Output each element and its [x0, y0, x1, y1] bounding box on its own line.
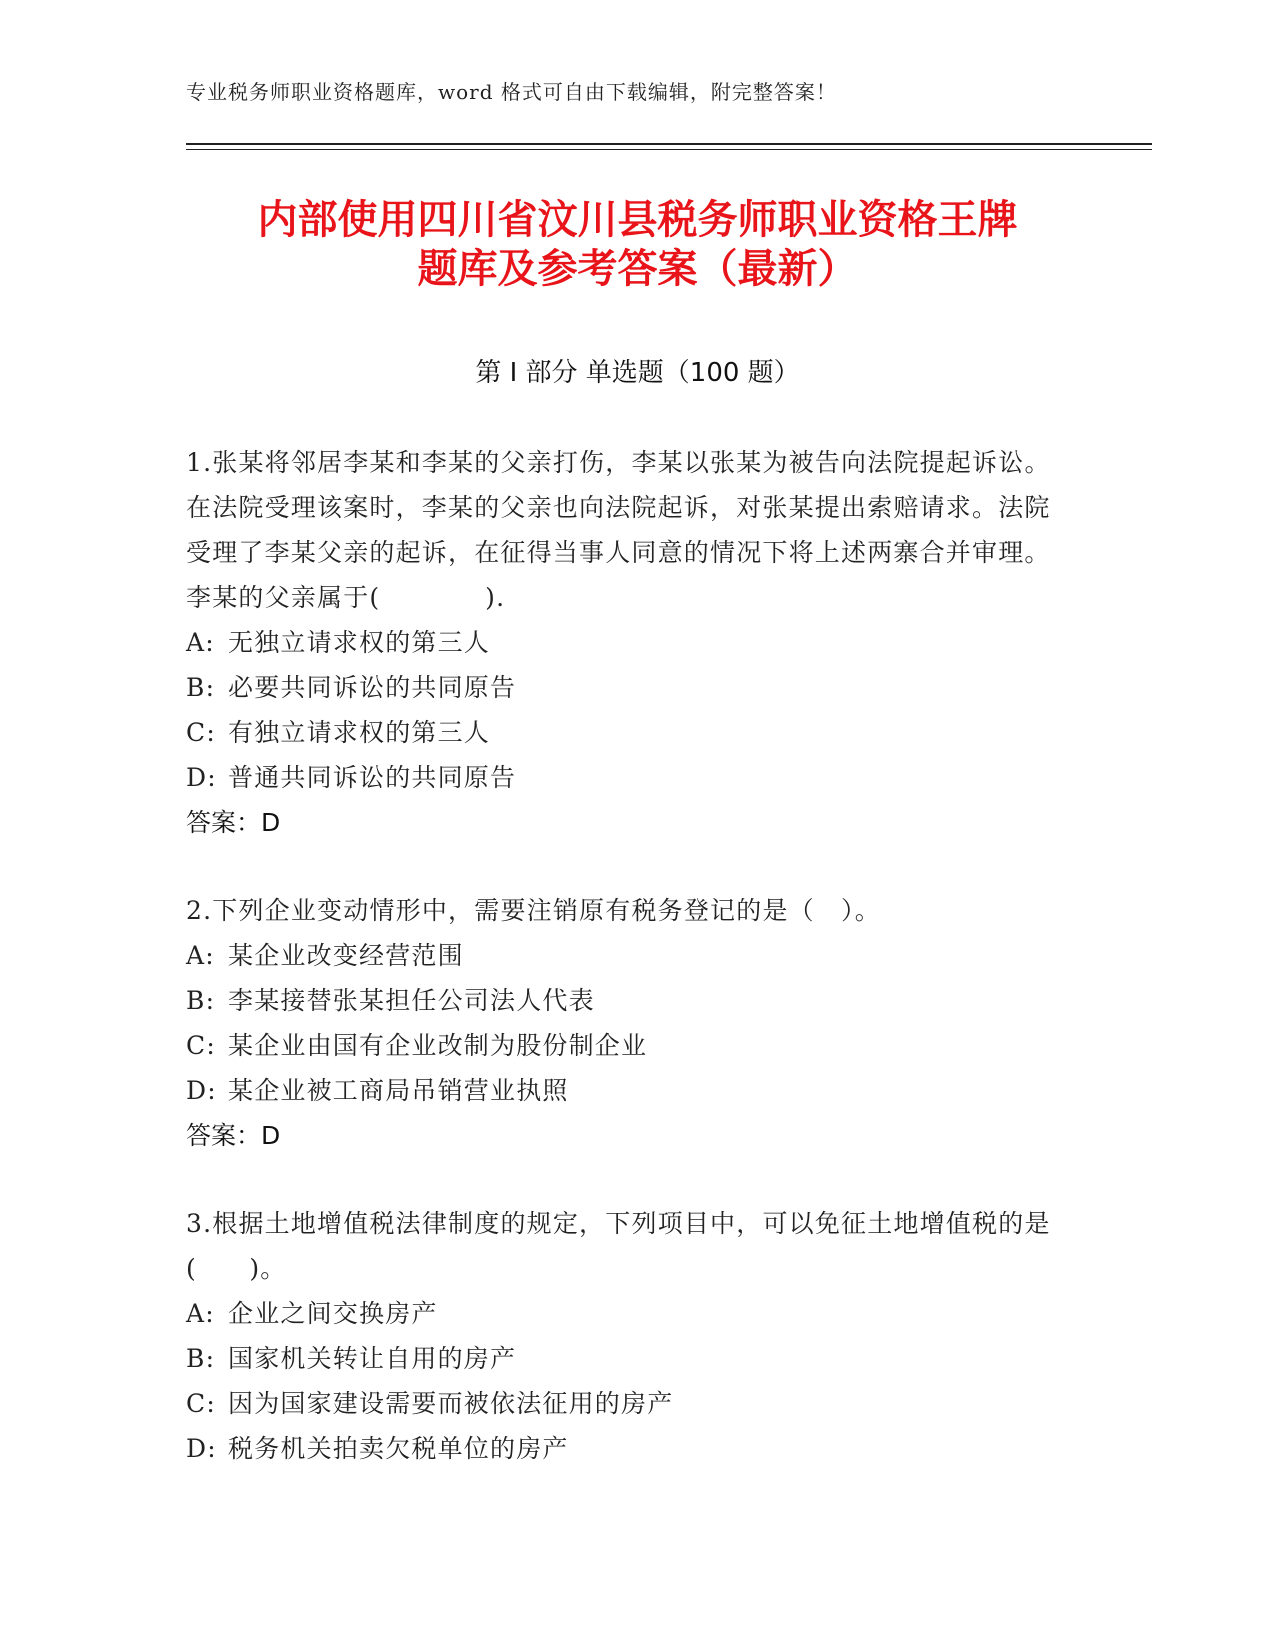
- document-title: [186, 196, 1089, 294]
- option-c: [186, 1381, 1066, 1426]
- option-key: D:: [186, 763, 217, 792]
- option-text: 无独立请求权的第三人: [228, 628, 491, 657]
- option-text: 某企业改变经营范围: [228, 941, 464, 970]
- option-key: A:: [186, 628, 215, 657]
- option-b: [186, 665, 1066, 710]
- title-line-2: 题库及参考答案（最新）: [417, 246, 858, 292]
- question-1: [186, 440, 1066, 845]
- option-key: C:: [186, 718, 216, 747]
- option-text: 李某接替张某担任公司法人代表: [228, 986, 595, 1015]
- option-text: 企业之间交换房产: [228, 1299, 438, 1328]
- answer-line: 答案：D: [186, 808, 281, 837]
- header-divider-thin: [186, 149, 1152, 150]
- option-text: 有独立请求权的第三人: [228, 718, 491, 747]
- option-key: C:: [186, 1031, 216, 1060]
- question-stem: 2.下列企业变动情形中，需要注销原有税务登记的是（ ）。: [186, 896, 881, 925]
- option-key: A:: [186, 1299, 215, 1328]
- header-note: 专业税务师职业资格题库，word 格式可自由下载编辑，附完整答案！: [186, 80, 837, 104]
- header-divider-thick: [186, 143, 1152, 145]
- title-line-1: 内部使用四川省汶川县税务师职业资格王牌: [257, 197, 1018, 243]
- option-key: D:: [186, 1434, 217, 1463]
- option-key: A:: [186, 941, 215, 970]
- option-text: 某企业由国有企业改制为股份制企业: [228, 1031, 648, 1060]
- answer-line: 答案：D: [186, 1121, 281, 1150]
- option-text: 国家机关转让自用的房产: [228, 1344, 517, 1373]
- question-2: [186, 888, 1066, 1158]
- option-a: [186, 620, 1066, 665]
- option-c: [186, 710, 1066, 755]
- option-d: [186, 755, 1066, 800]
- question-stem: 1.张某将邻居李某和李某的父亲打伤，李某以张某为被告向法院提起诉讼。在法院受理该案时，李某的父亲也向法院起诉，对张某提出索赔请求。法院受理了李某父亲的起诉，在征得当事人同意的情况下将上述两寨合并审理。李某的父亲属于( ).: [186, 448, 1051, 612]
- option-key: B:: [186, 986, 216, 1015]
- question-list: [186, 440, 1066, 1514]
- option-a: [186, 1291, 1066, 1336]
- option-key: D:: [186, 1076, 217, 1105]
- option-d: [186, 1068, 1066, 1113]
- option-text: 普通共同诉讼的共同原告: [228, 763, 517, 792]
- option-text: 税务机关拍卖欠税单位的房产: [228, 1434, 569, 1463]
- option-text: 某企业被工商局吊销营业执照: [228, 1076, 569, 1105]
- option-b: [186, 1336, 1066, 1381]
- option-c: [186, 1023, 1066, 1068]
- question-3: [186, 1201, 1066, 1471]
- option-b: [186, 978, 1066, 1023]
- option-d: [186, 1426, 1066, 1471]
- option-text: 因为国家建设需要而被依法征用的房产: [228, 1389, 674, 1418]
- option-a: [186, 933, 1066, 978]
- option-text: 必要共同诉讼的共同原告: [228, 673, 517, 702]
- option-key: B:: [186, 673, 216, 702]
- question-stem: 3.根据土地增值税法律制度的规定，下列项目中，可以免征土地增值税的是( )。: [186, 1209, 1051, 1283]
- section-title: 第 I 部分 单选题（100 题）: [475, 358, 800, 388]
- option-key: B:: [186, 1344, 216, 1373]
- option-key: C:: [186, 1389, 216, 1418]
